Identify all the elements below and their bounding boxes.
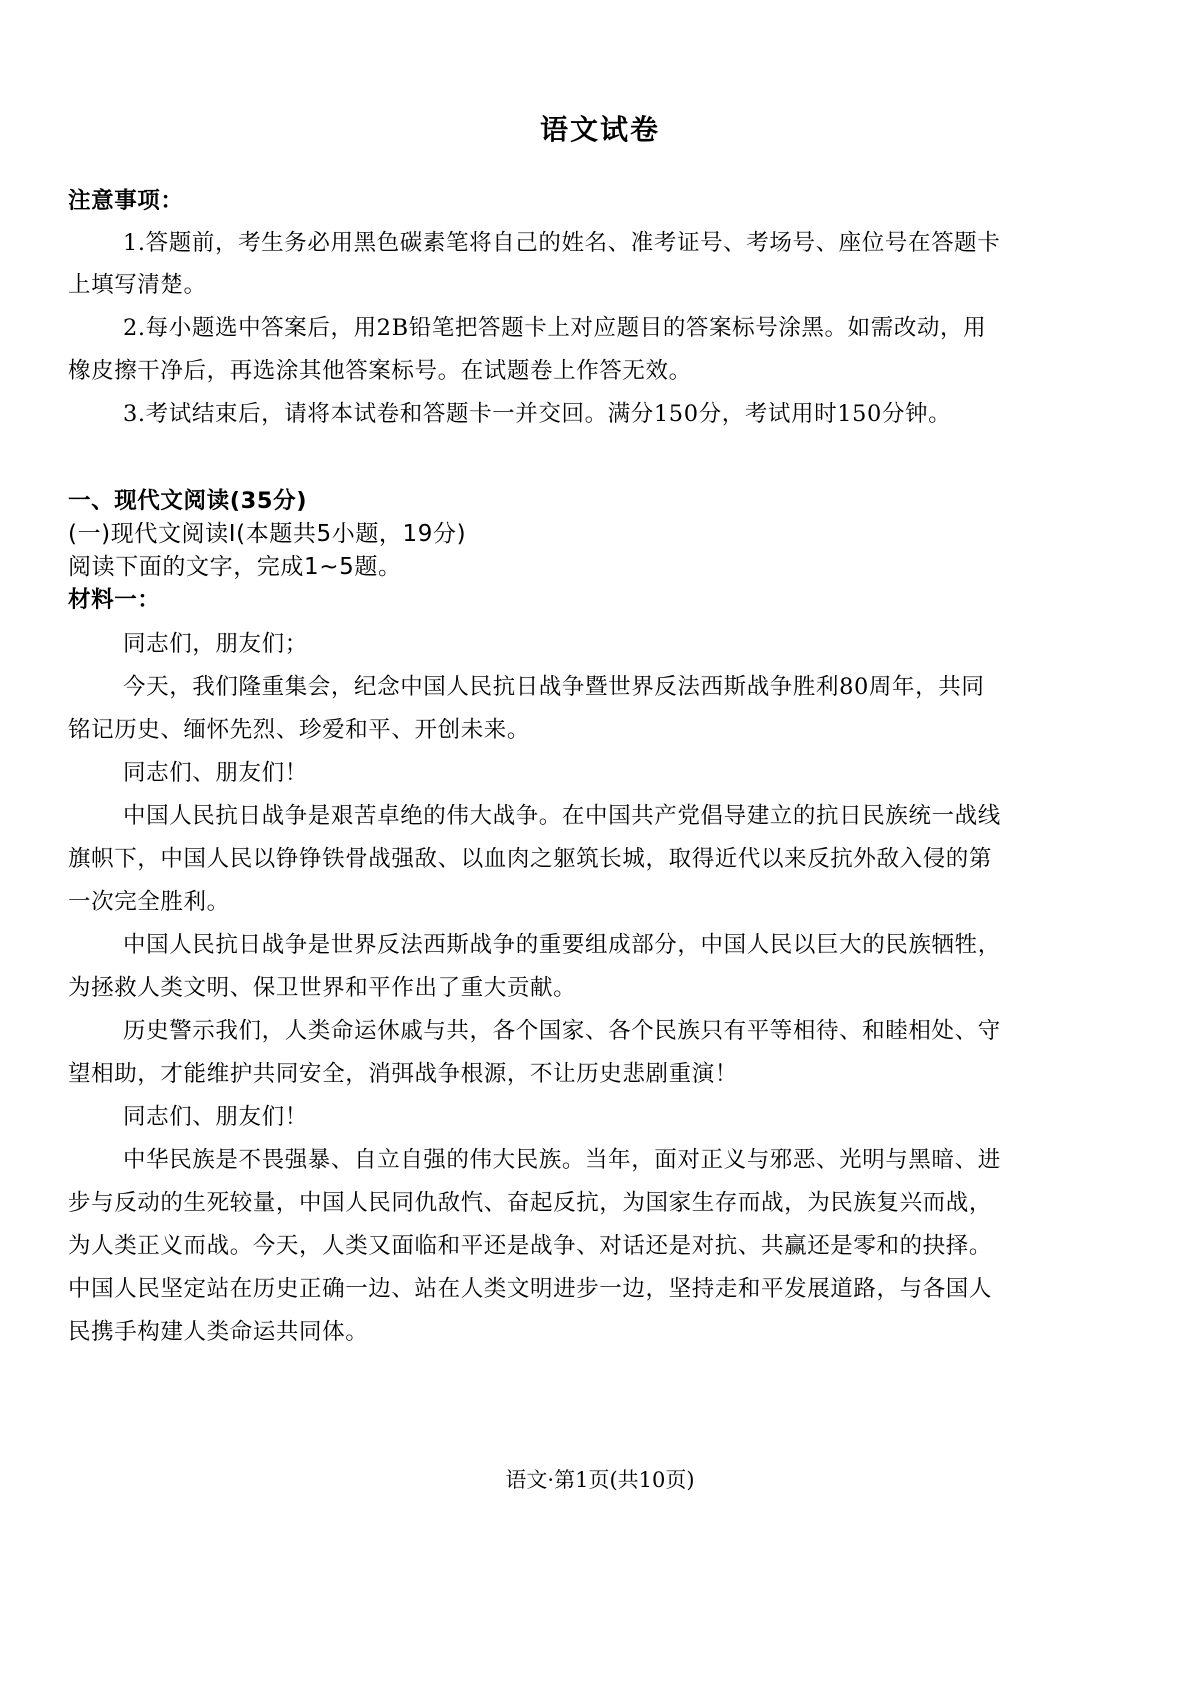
notice-line: 上填写清楚。 xyxy=(68,272,207,298)
notice-line: 1.答题前，考生务必用黑色碳素笔将自己的姓名、准考证号、考场号、座位号在答题卡 xyxy=(123,230,1001,256)
passage-line: 历史警示我们，人类命运休戚与共，各个国家、各个民族只有平等相待、和睦相处、守 xyxy=(123,1018,1001,1044)
subsection-heading: (一)现代文阅读Ⅰ(本题共5小题，19分) xyxy=(68,521,467,547)
passage-line: 同志们，朋友们； xyxy=(123,631,308,657)
notice-line: 橡皮擦干净后，再选涂其他答案标号。在试题卷上作答无效。 xyxy=(68,358,692,384)
passage-line: 中国人民抗日战争是世界反法西斯战争的重要组成部分，中国人民以巨大的民族牺牲， xyxy=(123,932,1001,958)
passage-line: 为人类正义而战。今天，人类又面临和平还是战争、对话还是对抗、共赢还是零和的抉择。 xyxy=(68,1233,993,1259)
material-label: 材料一： xyxy=(68,587,161,613)
passage-line: 铭记历史、缅怀先烈、珍爱和平、开创未来。 xyxy=(68,717,531,743)
passage-line: 中国人民坚定站在历史正确一边、站在人类文明进步一边，坚持走和平发展道路，与各国人 xyxy=(68,1276,993,1302)
section-heading: 一、现代文阅读(35分) xyxy=(68,488,308,514)
page-footer: 语文·第1页(共10页) xyxy=(505,1468,695,1492)
notice-line: 2.每小题选中答案后，用2B铅笔把答题卡上对应题目的答案标号涂黑。如需改动，用 xyxy=(123,315,987,341)
passage-line: 望相助，才能维护共同安全，消弭战争根源，不让历史悲剧重演！ xyxy=(68,1061,738,1087)
notice-heading: 注意事项： xyxy=(68,188,184,214)
reading-instruction: 阅读下面的文字，完成1~5题。 xyxy=(68,554,402,580)
passage-line: 为拯救人类文明、保卫世界和平作出了重大贡献。 xyxy=(68,975,577,1001)
notice-line: 3.考试结束后，请将本试卷和答题卡一并交回。满分150分，考试用时150分钟。 xyxy=(123,401,952,427)
passage-line: 旗帜下，中国人民以铮铮铁骨战强敌、以血肉之躯筑长城，取得近代以来反抗外敌入侵的第 xyxy=(68,846,993,872)
passage-line: 今天，我们隆重集会，纪念中国人民抗日战争暨世界反法西斯战争胜利80周年，共同 xyxy=(123,674,985,700)
passage-line: 同志们、朋友们！ xyxy=(123,760,308,786)
passage-line: 中国人民抗日战争是艰苦卓绝的伟大战争。在中国共产党倡导建立的抗日民族统一战线 xyxy=(123,803,1001,829)
passage-line: 步与反动的生死较量，中国人民同仇敌忾、奋起反抗，为国家生存而战，为民族复兴而战， xyxy=(68,1190,993,1216)
passage-line: 一次完全胜利。 xyxy=(68,889,230,915)
passage-line: 民携手构建人类命运共同体。 xyxy=(68,1319,369,1345)
exam-title: 语文试卷 xyxy=(539,113,660,146)
passage-line: 同志们、朋友们！ xyxy=(123,1104,308,1130)
passage-line: 中华民族是不畏强暴、自立自强的伟大民族。当年，面对正义与邪恶、光明与黑暗、进 xyxy=(123,1147,1001,1173)
